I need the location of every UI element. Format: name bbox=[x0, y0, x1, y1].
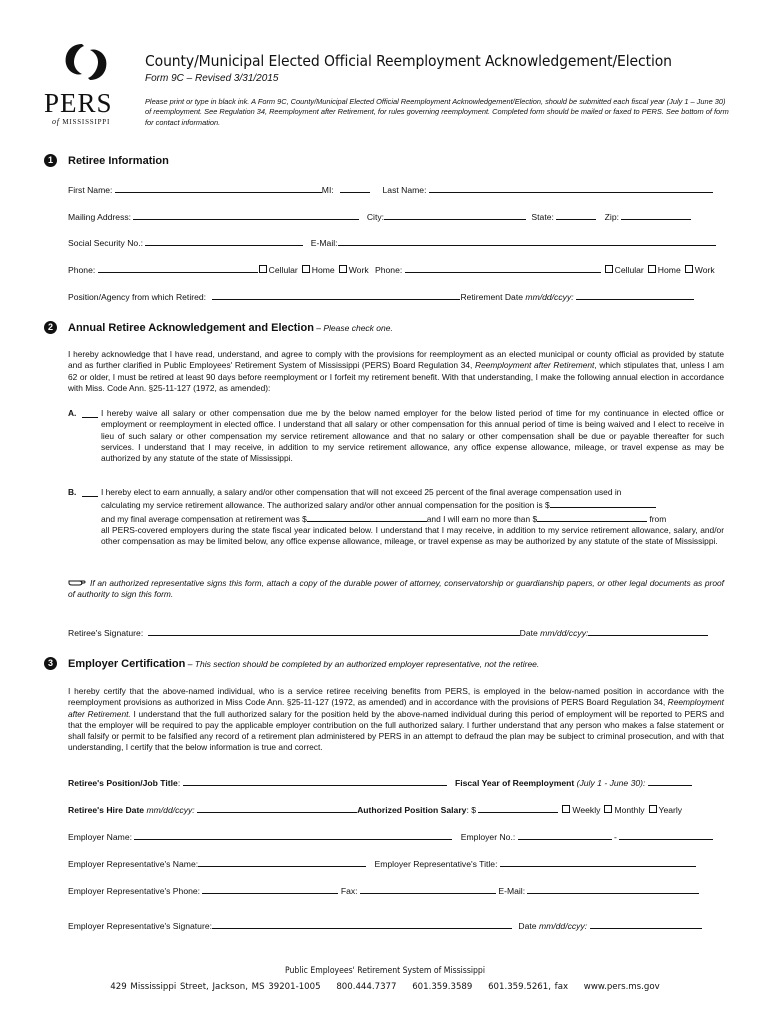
option-a-check-field[interactable] bbox=[82, 408, 98, 418]
rep-signature-row: Employer Representative's Signature: Date mm/dd/ccyy: bbox=[68, 919, 702, 931]
email-field[interactable] bbox=[338, 236, 716, 246]
address-row: Mailing Address: City: State: Zip: bbox=[68, 210, 691, 222]
city-field[interactable] bbox=[384, 210, 526, 220]
position-title-row: Retiree's Position/Job Title: Fiscal Year of Reemployment (July 1 - June 30): bbox=[68, 776, 692, 788]
max-earnings-field[interactable] bbox=[537, 512, 647, 522]
employer-certification-text: I hereby certify that the above-named individual, who is a service retiree receiving benefits from PERS, is employed in the below-named position in accordance with the reemployment provisions as authorized in Miss Code Ann. §25-11-127 (1972, as amended) and in accordance with the provisions of PERS Board Regulation 34, Reemployment after Retirement. I understand that the full authorized salary for the position held by the above-named individual during this period of employment will be reported to PERS and that the employer will be required to pay the applicable employer contribution on the full authorized salary. I further understand that any person who makes a false statement or shall falsify or permit to be falsified any record of a retirement plan administered by PERS in an attempt to defraud the plan may be subject to criminal prosecution, and with that understanding, I certify that the below information is true and correct. bbox=[68, 686, 725, 753]
pers-logo-icon bbox=[50, 40, 130, 86]
retiree-signature-date-field[interactable] bbox=[588, 626, 708, 636]
authorized-representative-note: If an authorized representative signs this form, attach a copy of the durable power of attorney, conservatorship or guardianship papers, or other legal documents as proof of authority to sign this form. bbox=[68, 578, 724, 600]
footer-phone-2: 601.359.3589 bbox=[412, 982, 473, 992]
hire-date-row: Retiree's Hire Date mm/dd/ccyy: Authorized Position Salary: $ Weekly Monthly Yearly bbox=[68, 805, 683, 815]
mi-field[interactable] bbox=[340, 183, 370, 193]
phone-2-home-checkbox[interactable] bbox=[648, 265, 656, 273]
yearly-checkbox[interactable] bbox=[649, 805, 657, 813]
footer-contact bbox=[0, 982, 770, 992]
phone-1-cellular-checkbox[interactable] bbox=[259, 265, 267, 273]
zip-field[interactable] bbox=[621, 210, 691, 220]
weekly-checkbox[interactable] bbox=[562, 805, 570, 813]
mailing-address-field[interactable] bbox=[133, 210, 359, 220]
rep-email-field[interactable] bbox=[527, 884, 699, 894]
fiscal-year-field[interactable] bbox=[648, 776, 692, 786]
rep-phone-field[interactable] bbox=[202, 884, 338, 894]
position-agency-field[interactable] bbox=[212, 290, 460, 300]
phone-2-cellular-checkbox[interactable] bbox=[605, 265, 613, 273]
phone-1-home-checkbox[interactable] bbox=[302, 265, 310, 273]
option-b-check-field[interactable] bbox=[82, 487, 98, 497]
retiree-signature-field[interactable] bbox=[148, 626, 520, 636]
logo-wordmark: PERS bbox=[44, 88, 113, 118]
retirement-date-field[interactable] bbox=[576, 290, 694, 300]
retiree-signature-row: Retiree's Signature: Date mm/dd/ccyy: bbox=[68, 626, 708, 638]
form-instructions: Please print or type in black ink. A Form 9C, County/Municipal Elected Official Reemployment Acknowledgement/Election, should be submitted each fiscal year (July 1 – June 30) of reemployment. See Regulation 34, Reemployment after Retirement, for rules governing reemployment. Completed form should be mailed or faxed to PERS. See bottom of form for contact information. bbox=[145, 97, 729, 127]
rep-signature-date-field[interactable] bbox=[590, 919, 702, 929]
monthly-checkbox[interactable] bbox=[604, 805, 612, 813]
state-field[interactable] bbox=[556, 210, 596, 220]
phone-1-field[interactable] bbox=[98, 263, 258, 273]
rep-phone-row: Employer Representative's Phone: Fax: E-Mail: bbox=[68, 884, 699, 896]
footer-website[interactable]: www.pers.ms.gov bbox=[583, 982, 660, 992]
position-title-field[interactable] bbox=[183, 776, 447, 786]
footer-address: 429 Mississippi Street, Jackson, MS 39201-1005 bbox=[110, 982, 321, 992]
option-a-label: A. bbox=[68, 408, 77, 418]
last-name-field[interactable] bbox=[429, 183, 713, 193]
rep-name-field[interactable] bbox=[198, 857, 366, 867]
option-b-label: B. bbox=[68, 487, 77, 497]
employer-no-suffix-field[interactable] bbox=[619, 830, 713, 840]
section-title-acknowledgement: Annual Retiree Acknowledgement and Election – Please check one. bbox=[68, 322, 393, 334]
section-number-3: 3 bbox=[44, 657, 57, 670]
phone-2-work-checkbox[interactable] bbox=[685, 265, 693, 273]
phone-2-field[interactable] bbox=[405, 263, 601, 273]
first-name-field[interactable] bbox=[115, 183, 322, 193]
employer-name-row: Employer Name: Employer No.: - bbox=[68, 830, 713, 842]
employer-name-field[interactable] bbox=[134, 830, 452, 840]
name-row: First Name: MI: Last Name: bbox=[68, 183, 713, 195]
logo-subtitle: of MISSISSIPPI bbox=[52, 117, 111, 126]
authorized-salary-field[interactable] bbox=[550, 498, 656, 508]
hire-date-field[interactable] bbox=[197, 803, 357, 813]
rep-title-field[interactable] bbox=[500, 857, 696, 867]
section-number-1: 1 bbox=[44, 154, 57, 167]
rep-signature-field[interactable] bbox=[212, 919, 512, 929]
form-number: Form 9C – Revised 3/31/2015 bbox=[145, 73, 279, 84]
phone-1-work-checkbox[interactable] bbox=[339, 265, 347, 273]
acknowledgement-intro: I hereby acknowledge that I have read, understand, and agree to comply with the provisions for reemployment as an elected municipal or county official as provided by statute and as further clarified in Public Employees' Retirement System of Mississippi (PERS) Board Regulation 34, Reemployment after Retirement, which stipulates that, unless I am 62 or older, I must be retired at least 90 days before reemployment or I forfeit my retirement benefit. With that understanding, I make the following annual election in accordance with Miss. Code Ann. §25-11-127 (1972, as amended): bbox=[68, 349, 724, 393]
option-b-text: I hereby elect to earn annually, a salary and/or other compensation that will not exceed 25 percent of the final average compensation used in calculating my service retirement allowance. The authorized salary and/or other annual compensation for the position is $ and my final average compensation at retirement was $ and I will earn no more than $ from all PERS-covered employers during the state fiscal year indicated below. I understand that I may receive, in addition to my service retirement allowance, salary, and/or other compensation as may be limited below, any office expense allowance, mileage, or travel expense as may be authorized by any statute of the state of Mississippi. bbox=[101, 487, 724, 547]
phone-row: Phone: Cellular Home Work Phone: Cellular Home Work bbox=[68, 265, 715, 275]
authorized-position-salary-field[interactable] bbox=[478, 803, 558, 813]
final-average-comp-field[interactable] bbox=[307, 512, 427, 522]
section-title-retiree-info: Retiree Information bbox=[68, 155, 169, 167]
footer-fax: 601.359.5261, fax bbox=[488, 982, 569, 992]
rep-fax-field[interactable] bbox=[360, 884, 496, 894]
position-row: Position/Agency from which Retired: Retirement Date mm/dd/ccyy: bbox=[68, 290, 694, 302]
footer-phone-1: 800.444.7377 bbox=[336, 982, 397, 992]
footer-organization: Public Employees' Retirement System of Mississippi bbox=[285, 966, 485, 976]
ssn-row: Social Security No.: E-Mail: bbox=[68, 236, 716, 248]
section-title-employer-certification: Employer Certification – This section should be completed by an authorized employer representative, not the retiree. bbox=[68, 658, 540, 670]
employer-no-field[interactable] bbox=[518, 830, 612, 840]
option-a-text: I hereby waive all salary or other compensation due me by the below named employer for the below listed period of time for my continuance in elected office or employment or reemployment in elected office. I understand that all salary or other compensation for this annual period of time is being waived and I elect to receive in lieu of such salary or other compensation my service retirement allowance and that no salary or other compensation shall be due or payable thereafter for such services. I understand that I may receive, in addition to my service retirement allowance, any office expense allowance, mileage, or travel expense as may be authorized by any statute of the state of Mississippi. bbox=[101, 408, 724, 464]
ssn-field[interactable] bbox=[145, 236, 303, 246]
section-number-2: 2 bbox=[44, 321, 57, 334]
rep-name-row: Employer Representative's Name: Employer Representative's Title: bbox=[68, 857, 696, 869]
page-title: County/Municipal Elected Official Reemployment Acknowledgement/Election bbox=[145, 52, 672, 70]
